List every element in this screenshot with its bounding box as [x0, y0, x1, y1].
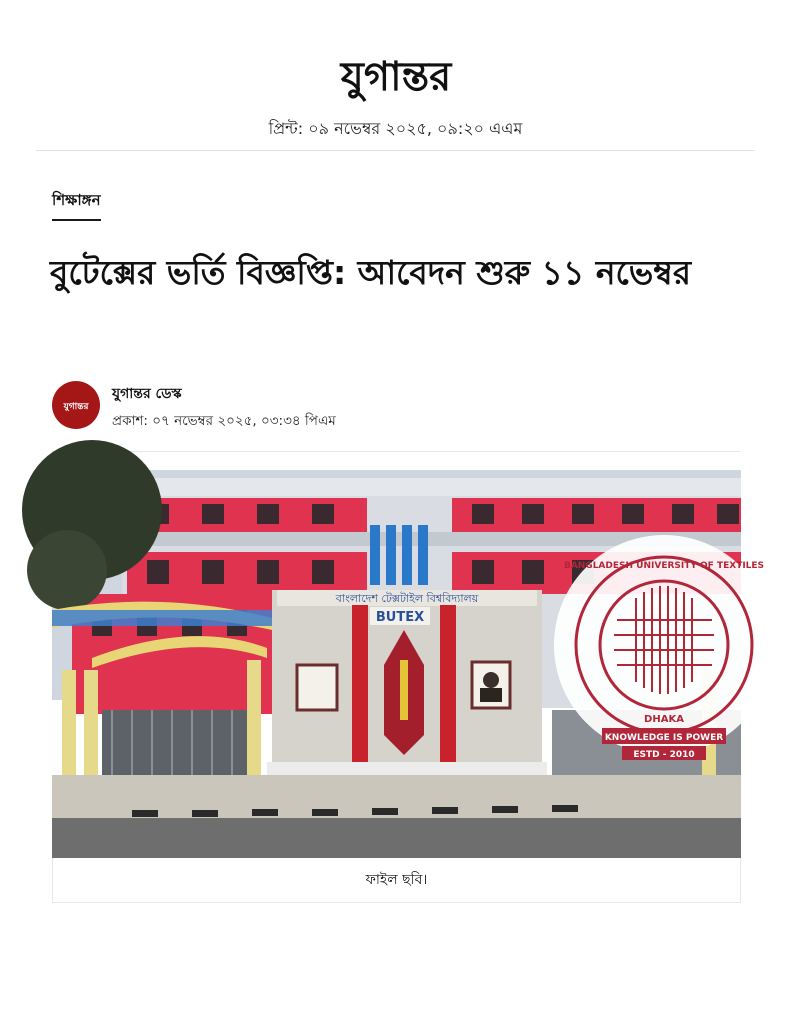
seal-top-text: BANGLADESH UNIVERSITY OF TEXTILES: [563, 561, 765, 571]
header-divider: [36, 150, 755, 151]
author-name[interactable]: যুগান্তর ডেস্ক: [112, 386, 182, 402]
avatar-label: যুগান্তর: [63, 402, 89, 412]
author-avatar: [52, 381, 100, 429]
category-link[interactable]: শিক্ষাঙ্গন: [52, 189, 101, 221]
seal-estd: ESTD - 2010: [633, 750, 695, 760]
seal-city: DHAKA: [644, 714, 684, 725]
building-sign: BUTEX: [375, 610, 425, 625]
photo-caption: ফাইল ছবি।: [52, 858, 741, 903]
publish-date: প্রকাশ: ০৭ নভেম্বর ২০২৫, ০৩:৩৪ পিএম: [112, 413, 336, 429]
print-timestamp: প্রিন্ট: ০৯ নভেম্বর ২০২৫, ০৯:২০ এএম: [268, 119, 523, 138]
article-headline: বুটেক্সের ভর্তি বিজ্ঞপ্তি: আবেদন শুরু ১১ নভেম্বর: [50, 253, 691, 292]
article-photo: [52, 470, 765, 858]
logo-text: যুগান্তর: [340, 53, 451, 100]
building-banner: বাংলাদেশ টেক্সটাইল বিশ্ববিদ্যালয়: [335, 592, 479, 605]
byline-divider: [52, 451, 740, 452]
masthead-logo[interactable]: [0, 48, 791, 106]
seal-motto: KNOWLEDGE IS POWER: [604, 733, 724, 743]
